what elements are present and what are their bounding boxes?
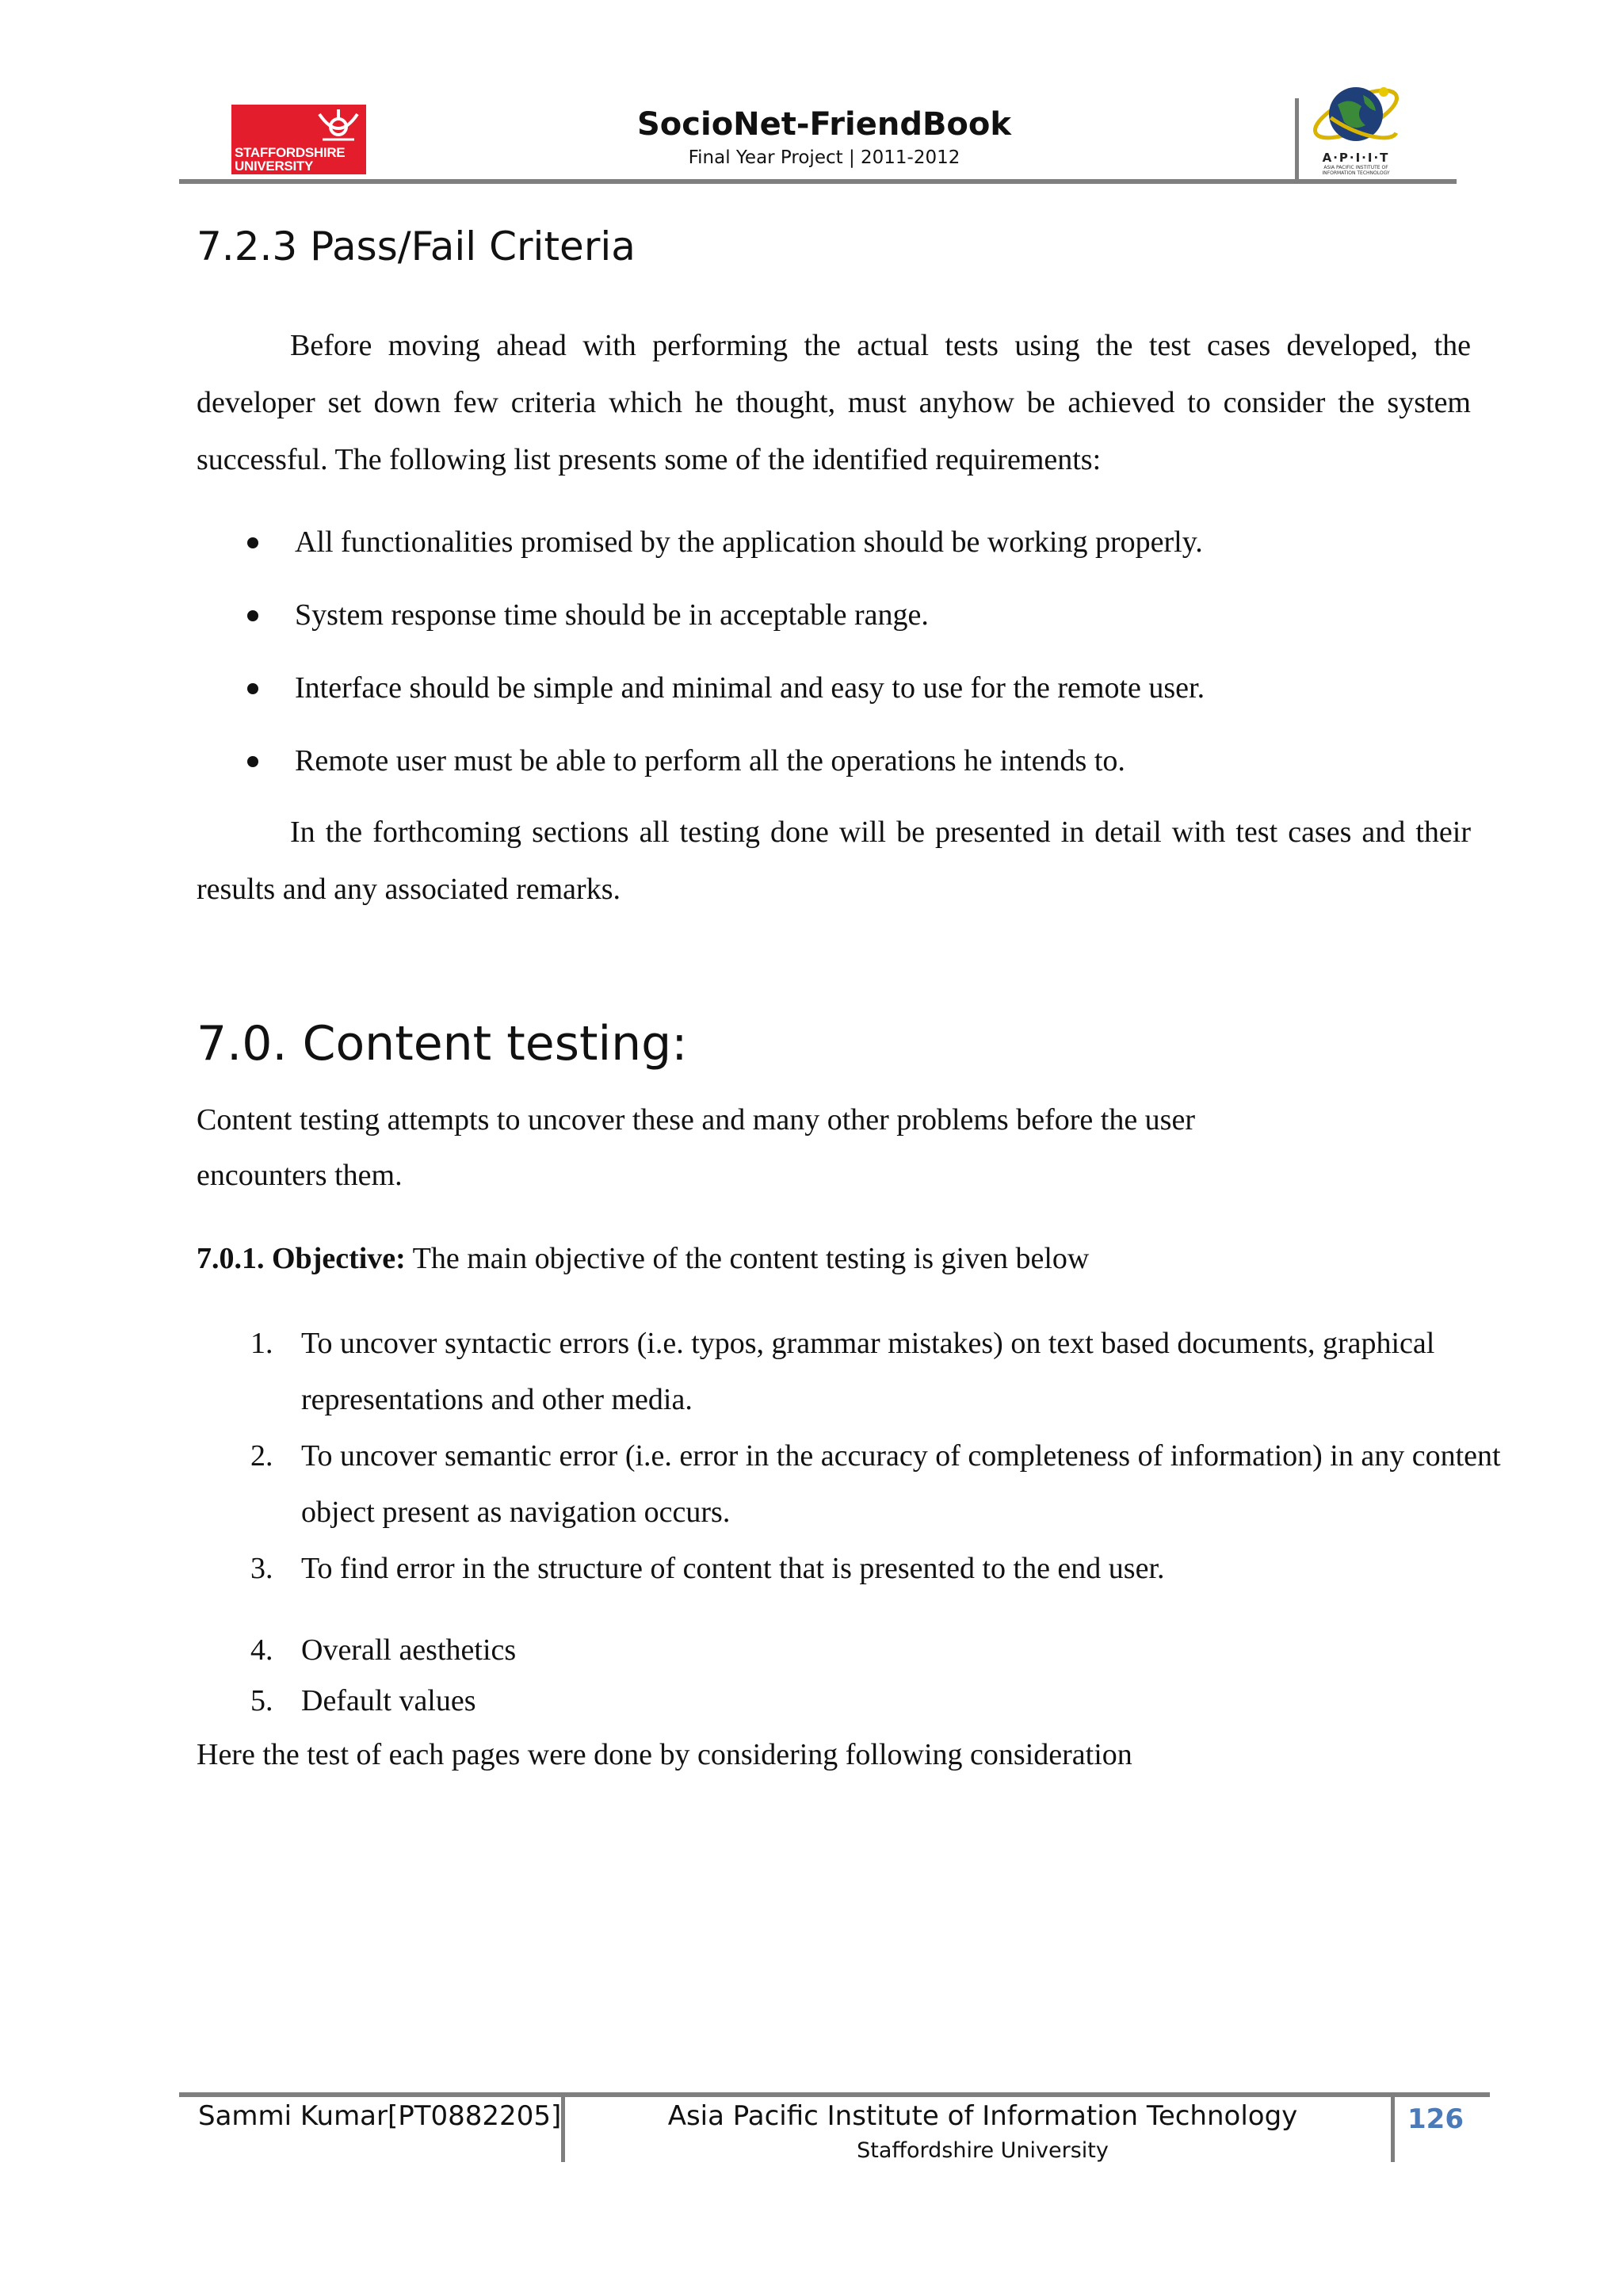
list-item: [197, 1541, 1528, 1597]
list-item-text: System response time should be in acceptable range.: [295, 598, 929, 632]
list-item-number: 4.: [250, 1633, 273, 1667]
content-testing-paragraph: Content testing attempts to uncover these and many other problems before the user encounters them.: [197, 1103, 1195, 1192]
header-rule: [179, 179, 1457, 184]
bullet-icon: [247, 537, 258, 548]
logo-text-line-2: UNIVERSITY: [235, 159, 314, 174]
list-item: [197, 663, 1471, 735]
list-item-text: All functionalities promised by the application should be working properly.: [295, 525, 1203, 559]
document-title: SocioNet-FriendBook: [636, 106, 1011, 143]
additional-numbered-list: [197, 1625, 1528, 1726]
list-item: [197, 735, 1471, 808]
pass-fail-intro-paragraph: Before moving ahead with performing the actual tests using the test cases developed, the developer set down few criteria which he thought, must anyhow be achieved to consider the system successful. The following list presents some of the identified requirements:: [197, 329, 1471, 476]
closing-line: Here the test of each pages were done by considering following consideration: [197, 1738, 1132, 1771]
staffordshire-logo: [231, 105, 366, 174]
footer-university: Staffordshire University: [857, 2138, 1109, 2163]
list-item-text: Remote user must be able to perform all the operations he intends to.: [295, 744, 1125, 777]
list-item-text: Overall aesthetics: [301, 1633, 517, 1667]
footer-divider-1: [561, 2095, 565, 2162]
objective-text: The main objective of the content testing is given below: [405, 1242, 1090, 1275]
section-heading-content-testing: 7.0. Content testing:: [197, 1016, 688, 1072]
list-item: [197, 1316, 1528, 1428]
apiit-subtext-line-1: ASIA PACIFIC INSTITUTE OF: [1323, 165, 1388, 170]
footer-author: Sammi Kumar[PT0882205]: [198, 2100, 562, 2132]
bullet-icon: [247, 683, 258, 694]
criteria-bullet-list: [197, 517, 1471, 808]
objective-numbered-list: [197, 1316, 1528, 1597]
objective-label: 7.0.1. Objective:: [197, 1242, 406, 1275]
footer-institute: Asia Pacific Institute of Information Technology: [667, 2100, 1298, 2132]
list-item-number: 2.: [250, 1439, 273, 1473]
list-item: [197, 1675, 1528, 1726]
logo-text: [235, 146, 366, 173]
list-item-text: To uncover syntactic errors (i.e. typos, grammar mistakes) on text based documents, graphical representations and other media.: [301, 1327, 1435, 1416]
section-heading-pass-fail: 7.2.3 Pass/Fail Criteria: [197, 223, 636, 269]
list-item: [197, 1625, 1528, 1675]
list-item-number: 3.: [250, 1552, 273, 1585]
list-item: [197, 1428, 1528, 1541]
list-item-text: To find error in the structure of content that is presented to the end user.: [301, 1552, 1165, 1585]
stafford-knot-icon: [315, 108, 362, 143]
list-item-text: Interface should be simple and minimal and easy to use for the remote user.: [295, 671, 1205, 705]
list-item-text: To uncover semantic error (i.e. error in the accuracy of completeness of information) in any content object present as navigation occurs.: [301, 1439, 1501, 1529]
list-item: [197, 590, 1471, 663]
list-item-number: 5.: [250, 1684, 273, 1717]
bullet-icon: [247, 756, 258, 767]
apiit-logo-text: A·P·I·I·T: [1322, 151, 1390, 165]
document-subtitle: Final Year Project | 2011-2012: [688, 147, 960, 168]
bullet-icon: [247, 610, 258, 621]
footer-divider-2: [1391, 2095, 1395, 2162]
logo-text-line-1: STAFFORDSHIRE: [235, 145, 346, 160]
list-item-number: 1.: [250, 1327, 273, 1360]
objective-line: [197, 1230, 1471, 1287]
page-number: 126: [1407, 2103, 1464, 2135]
forthcoming-paragraph: In the forthcoming sections all testing done will be presented in detail with test cases and their results and any associated remarks.: [197, 816, 1471, 906]
list-item-text: Default values: [301, 1684, 476, 1717]
apiit-subtext-line-2: INFORMATION TECHNOLOGY: [1322, 170, 1390, 176]
footer-rule: [179, 2092, 1490, 2097]
header-divider: [1295, 98, 1299, 182]
list-item: [197, 517, 1471, 590]
apiit-logo-subtext: [1306, 165, 1406, 176]
